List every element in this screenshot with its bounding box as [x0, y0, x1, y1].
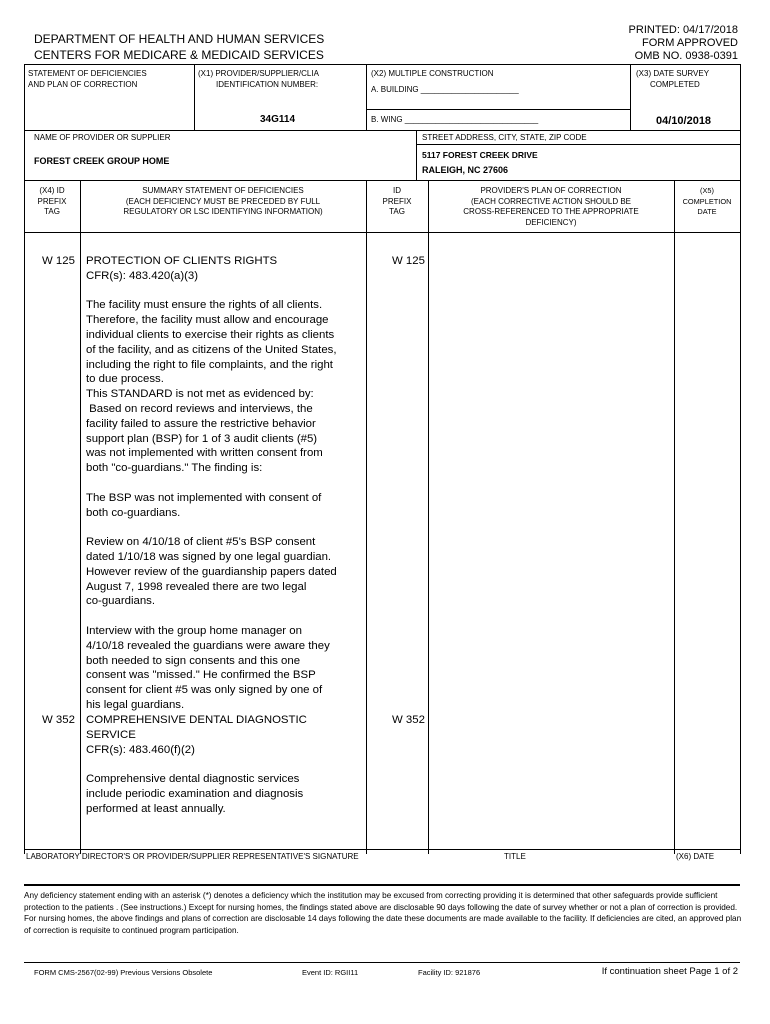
omb-number: OMB NO. 0938-0391	[634, 50, 738, 62]
divider-x3	[630, 64, 631, 130]
col-x4-header: (X4) ID PREFIX TAG	[37, 186, 67, 216]
x1-label-2: IDENTIFICATION NUMBER:	[216, 80, 319, 89]
deficiency-text-w352: COMPREHENSIVE DENTAL DIAGNOSTIC SERVICE CFR(s): 483.460(f)(2) Comprehensive dental diagnostic services include periodic examination and diagnosis performed at least annually.	[86, 713, 354, 817]
statement-label-2: AND PLAN OF CORRECTION	[28, 80, 138, 89]
rule-header-bottom	[24, 232, 740, 233]
divider-x2	[366, 64, 367, 130]
col-id-header: ID PREFIX TAG	[382, 186, 412, 216]
divider-address	[416, 130, 417, 180]
title-label: TITLE	[504, 852, 526, 861]
building-label: A. BUILDING ______________________	[371, 85, 519, 94]
x3-value: 04/10/2018	[656, 115, 712, 127]
address-line-1: 5117 FOREST CREEK DRIVE	[422, 150, 538, 160]
deficiency-cfr: CFR(s): 483.420(a)(3)	[86, 269, 199, 282]
deficiency-title: COMPREHENSIVE DENTAL DIAGNOSTIC	[86, 714, 307, 726]
form-id: FORM CMS-2567(02-99) Previous Versions Obsolete	[34, 968, 213, 977]
rule-top	[24, 64, 740, 65]
x3-label-1: (X3) DATE SURVEY	[636, 69, 710, 78]
deficiency-tag-w352: W 352	[42, 714, 75, 726]
divider-col-4	[674, 180, 675, 854]
deficiency-title: PROTECTION OF CLIENTS RIGHTS	[86, 255, 278, 267]
form-approved: FORM APPROVED	[642, 37, 738, 49]
provider-name-label: NAME OF PROVIDER OR SUPPLIER	[34, 133, 171, 142]
wing-label: B. WING ______________________________	[371, 115, 539, 124]
rule-address	[416, 144, 740, 145]
rule-left	[24, 64, 25, 854]
rule-wing	[366, 109, 630, 110]
agency-line-2: CENTERS FOR MEDICARE & MEDICAID SERVICES	[34, 48, 324, 62]
col-plan-header: PROVIDER'S PLAN OF CORRECTION (EACH CORRECTIVE ACTION SHOULD BE CROSS-REFERENCED TO THE APPROPRIATE DEFICIENCY)	[463, 186, 639, 227]
agency-line-1: DEPARTMENT OF HEALTH AND HUMAN SERVICES	[34, 32, 325, 46]
divider-col-2	[366, 180, 367, 854]
facility-id: Facility ID: 921876	[418, 968, 481, 977]
x2-label: (X2) MULTIPLE CONSTRUCTION	[371, 69, 494, 78]
rule-right	[740, 64, 741, 854]
id-tag-w125: W 125	[392, 255, 425, 267]
divider-col-1	[80, 180, 81, 854]
statement-label-1: STATEMENT OF DEFICIENCIES	[28, 69, 147, 78]
deficiency-cfr: CFR(s): 483.460(f)(2)	[86, 743, 195, 756]
director-signature-label: LABORATORY DIRECTOR'S OR PROVIDER/SUPPLIER REPRESENTATIVE'S SIGNATURE	[26, 852, 359, 861]
id-tag-w352: W 352	[392, 714, 425, 726]
x1-label-1: (X1) PROVIDER/SUPPLIER/CLIA	[198, 69, 319, 78]
x3-label-2: COMPLETED	[650, 80, 700, 89]
rule-signature-top	[24, 849, 740, 850]
divider-x1	[194, 64, 195, 130]
x6-date-label: (X6) DATE	[676, 852, 715, 861]
divider-col-3	[428, 180, 429, 854]
col-summary-header: SUMMARY STATEMENT OF DEFICIENCIES (EACH DEFICIENCY MUST BE PRECEDED BY FULL REGULATORY OR LSC IDENTIFYING INFORMATION)	[123, 186, 323, 216]
rule-footer	[24, 962, 740, 963]
rule-provider-bottom	[24, 180, 740, 181]
address-label: STREET ADDRESS, CITY, STATE, ZIP CODE	[422, 133, 587, 142]
rule-id-bottom	[24, 130, 740, 131]
disclosure-notice: Any deficiency statement ending with an asterisk (*) denotes a deficiency which the institution may be excused from correcting providing it is determined that other safeguards provide sufficient protection to the patients . (See instructions.) Except for nursing homes, the findings stated above are disclosable 90 days following the date of survey whether or not a plan of correction is provided. For nursing homes, the above findings and plans of correction are disclosable 14 days following the date these documents are made available to the facility. If deficiencies are cited, an approved plan of correction is requisite to continued program participation.	[24, 891, 742, 935]
x1-value: 34G114	[260, 114, 296, 125]
printed-date: PRINTED: 04/17/2018	[628, 24, 738, 36]
rule-signature-bottom	[24, 884, 740, 886]
address-line-2: RALEIGH, NC 27606	[422, 165, 509, 175]
deficiency-tag-w125: W 125	[42, 255, 75, 267]
provider-name: FOREST CREEK GROUP HOME	[34, 156, 170, 166]
event-id: Event ID: RGII11	[302, 968, 359, 977]
page-indicator: If continuation sheet Page 1 of 2	[601, 966, 738, 977]
deficiency-text-w125: PROTECTION OF CLIENTS RIGHTS CFR(s): 483.420(a)(3) The facility must ensure the rights of all clients. Therefore, the facility must allow and encourage individual clients to exercise their rights as clients of the facility, and as citizens of the United States, including the right to file complaints, and the right to due process. This STANDARD is not met as evidenced by: Based on record reviews and interviews, the facility failed to assure the restrictive behavior support plan (BSP) for 1 of 3 audit clients (#5) was not implemented with written consent from both "co-guardians." The finding is: The BSP was not implemented with consent of both co-guardians. Review on 4/10/18 of client #5's BSP consent dated 1/10/18 was signed by one legal guardian. However review of the guardianship papers dated August 7, 1998 revealed there are two legal co-guardians. Interview with the group home manager on 4/10/18 revealed the guardians were aware they both needed to sign consents and this one consent was "missed." He confirmed the BSP consent for client #5 was only signed by one of his legal guardians.	[86, 254, 354, 713]
col-x5-header: (X5) COMPLETION DATE	[682, 186, 732, 216]
